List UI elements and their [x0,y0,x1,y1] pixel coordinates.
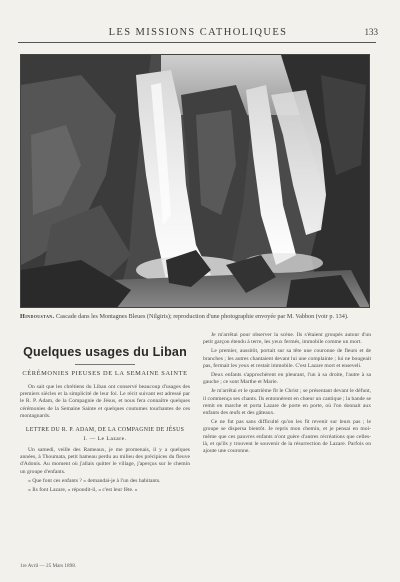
figure-caption [20,313,372,321]
running-header [18,27,378,41]
letter-heading: LETTRE DU R. P. ADAM, DE LA COMPAGNIE DE JÉSUS [25,427,185,434]
waterfall-illustration [21,55,370,308]
body-paragraph: Un samedi, veille des Rameaux, je me promenais, il y a quelques années, à Thoumata, petit hameau perdu au milieu des précipices du fleuve d'Adonis. Au moment où j'allais quitter le village, j'aperçus sur le chemin un groupe d'enfants. [20,447,190,475]
issue-footer: 1re Avril — 25 Mars 1898. [20,563,77,569]
body-paragraph: Je m'arrêtai pour observer la scène. Ils s'étaient groupés autour d'un petit garçon étendu à terre, les yeux fermés, immobile comme un mort. [203,332,371,346]
body-paragraph: Je m'arrêtai et le quatrième fit le Christ ; se présentant devant le défunt, il commença ses chants. Ils entonnèrent en chœur un cantique ; la bande se remit en marche et porta Lazare de porte en porte, où l'on donnait aux enfants des œufs et des gâteaux. [203,388,371,417]
body-paragraph: Ce ne fut pas sans difficulté qu'on les fit revenir sur leurs pas ; le groupe se dispersa bientôt. Je repris mon chemin, et je pensai en moi-même que ces pauvres enfants n'ont guère d'autres récréations que celles-là, et qu'ils y trouvent le souvenir de la résurrection de Lazare. Parfois on ajoute une couronne. [203,419,371,455]
journal-title: LES MISSIONS CATHOLIQUES [108,27,288,38]
article-title: Quelques usages du Liban [23,345,187,359]
body-paragraph: « Ils font Lazare, » répondit-il, « c'est leur fête. » [28,487,138,494]
right-column [203,332,371,457]
title-rule [75,364,135,365]
body-paragraph: Deux enfants s'approchèrent en pleurant, l'un à sa droite, l'autre à sa gauche ; ce sont Marthe et Marie. [203,372,371,386]
body-paragraph: Le premier, aussitôt, portait sur sa tête une couronne de fleurs et de branches ; les autres chantaient devant lui une complainte ; lui ne bougeait pas, fermait les yeux et restait immobile. C'est Lazare mort et enseveli. [203,348,371,369]
caption-place: Hindoustan. [20,313,55,320]
page-number: 133 [364,27,378,37]
left-column [20,332,190,496]
waterfall-photograph [20,54,370,308]
section-heading: I. — Le Lazare. [83,436,127,443]
body-paragraph: « Que font ces enfants ? » demandai-je à l'un des habitants. [28,477,161,484]
caption-text: Cascade dans les Montagnes Bleues (Nilgiris); reproduction d'une photographie envoyée par M. Vabbon (voir p. 134). [56,313,349,320]
article-subtitle: CÉRÉMONIES PIEUSES DE LA SEMAINE SAINTE [22,370,188,377]
intro-paragraph: On sait que les chrétiens du Liban ont conservé beaucoup d'usages des premiers siècles et la simplicité de leur foi. Le récit suivant est adressé par le R. P. Adam, de la Compagnie de Jésus, et nous fera connaître quelques cérémonies de la Semaine Sainte et quelques coutumes touchantes de ces montagnards. [20,384,190,419]
header-rule [18,42,376,43]
